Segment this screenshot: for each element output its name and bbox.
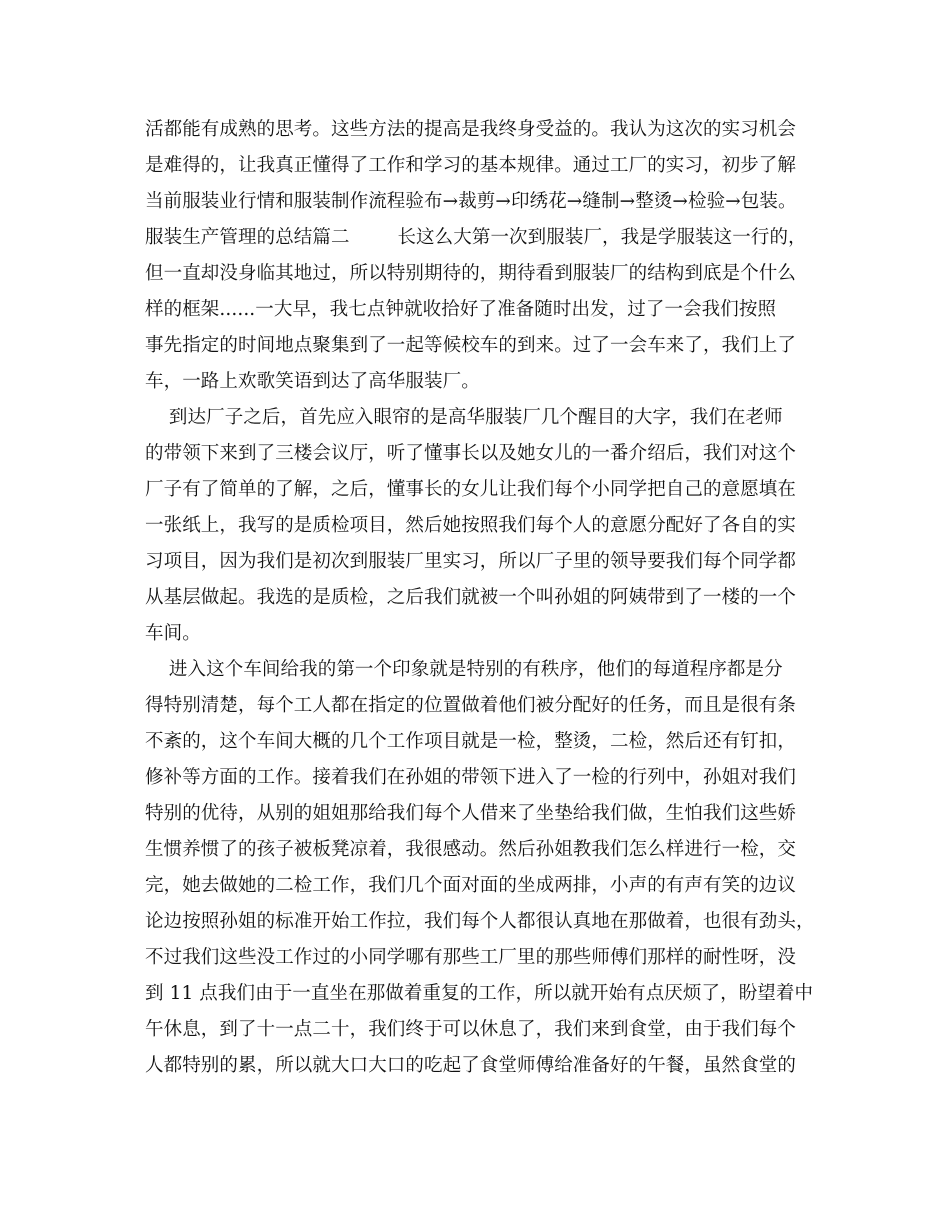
text-line: 论边按照孙姐的标准开始工作拉，我们每个人都很认真地在那做着，也很有劲头， (145, 911, 815, 932)
text-line: 到达厂子之后，首先应入眼帘的是高华服装厂几个醒目的大字，我们在老师 (145, 407, 783, 428)
text-line: 不过我们这些没工作过的小同学哪有那些工厂里的那些师傅们那样的耐性呀，没 (145, 947, 797, 968)
text-line: 活都能有成熟的思考。这些方法的提高是我终身受益的。我认为这次的实习机会 (145, 119, 797, 140)
text-line: 车间。 (145, 623, 201, 644)
text-line: 样的框架......一大早，我七点钟就收拾好了准备随时出发，过了一会我们按照 (145, 299, 777, 320)
text-line: 得特别清楚，每个工人都在指定的位置做着他们被分配好的任务，而且是很有条 (145, 695, 797, 716)
text-line: 车，一路上欢歌笑语到达了高华服装厂。 (145, 371, 480, 392)
text-line: 到 11 点我们由于一直坐在那做着重复的工作，所以就开始有点厌烦了，盼望着中 (145, 983, 814, 1004)
text-line: 服装生产管理的总结篇二 长这么大第一次到服装厂，我是学服装这一行的， (145, 227, 807, 248)
text-line: 当前服装业行情和服装制作流程验布→裁剪→印绣花→缝制→整烫→检验→包装。 (145, 191, 797, 212)
text-line: 完，她去做她的二检工作，我们几个面对面的坐成两排，小声的有声有笑的边议 (145, 875, 797, 896)
text-line: 习项目，因为我们是初次到服装厂里实习，所以厂子里的领导要我们每个同学都 (145, 551, 797, 572)
text-line: 修补等方面的工作。接着我们在孙姐的带领下进入了一检的行列中，孙姐对我们 (145, 767, 797, 788)
text-line: 是难得的，让我真正懂得了工作和学习的基本规律。通过工厂的实习，初步了解 (145, 155, 797, 176)
text-line: 厂子有了简单的了解，之后，懂事长的女儿让我们每个小同学把自己的意愿填在 (145, 479, 797, 500)
text-line: 生惯养惯了的孩子被板凳凉着，我很感动。然后孙姐教我们怎么样进行一检，交 (145, 839, 797, 860)
text-line: 午休息，到了十一点二十，我们终于可以休息了，我们来到食堂，由于我们每个 (145, 1019, 797, 1040)
text-line: 的带领下来到了三楼会议厅，听了懂事长以及她女儿的一番介绍后，我们对这个 (145, 443, 797, 464)
text-line: 事先指定的时间地点聚集到了一起等候校车的到来。过了一会车来了，我们上了 (145, 335, 797, 356)
text-line: 特别的优待，从别的姐姐那给我们每个人借来了坐垫给我们做，生怕我们这些娇 (145, 803, 797, 824)
text-line: 但一直却没身临其地过，所以特别期待的，期待看到服装厂的结构到底是个什么 (145, 263, 797, 284)
text-line: 人都特别的累，所以就大口大口的吃起了食堂师傅给准备好的午餐，虽然食堂的 (145, 1055, 797, 1076)
text-line: 不紊的，这个车间大概的几个工作项目就是一检，整烫，二检，然后还有钉扣， (145, 731, 797, 752)
text-line: 从基层做起。我选的是质检，之后我们就被一个叫孙姐的阿姨带到了一楼的一个 (145, 587, 797, 608)
text-line: 进入这个车间给我的第一个印象就是特别的有秩序，他们的每道程序都是分 (145, 659, 783, 680)
text-line: 一张纸上，我写的是质检项目，然后她按照我们每个人的意愿分配好了各自的实 (145, 515, 797, 536)
